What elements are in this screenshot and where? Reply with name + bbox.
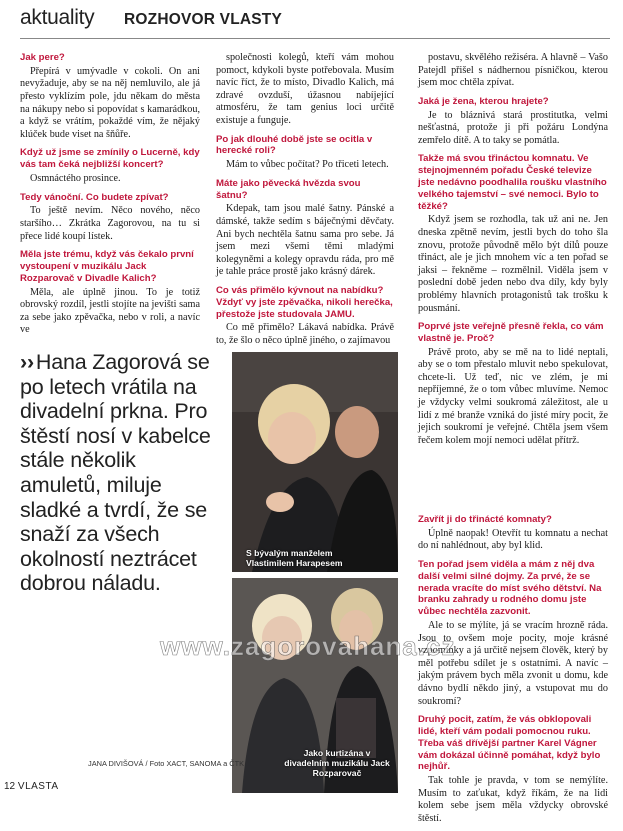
photo-with-ex-husband — [232, 352, 398, 572]
interview-question: Jak pere? — [20, 52, 65, 63]
section-title: aktuality — [20, 6, 95, 29]
article-column-2 — [216, 52, 394, 353]
photo-illustration — [232, 352, 398, 572]
interview-answer: Co mě přimělo? Lákavá nabídka. Právě to, že šlo o něco úplně jiného, o zajímavou — [216, 322, 394, 346]
magazine-name: VLASTA — [17, 781, 59, 792]
photo-caption: Jako kurtizána v divadelním muzikálu Jack Rozparovač — [284, 748, 390, 778]
interview-answer: Měla, ale úplně jinou. To je totiž obrovský rozdíl, jestli stojíte na jevišti sama za sebe jako zpěvačka, nebo v roli, a navíc ve — [20, 286, 200, 336]
author-credit: JANA DIVIŠOVÁ / Foto XACT, SANOMA a ČTK — [88, 759, 245, 768]
interview-answer: Právě proto, aby se mě na to lidé neptali, aby se o tom přestalo mluvit nebo spekulovat, chcete-li. Už teď, nic ve zlém, je mi nepříjemné, že o tom vůbec mluvíme. Nemoc je vždycky velmi soukromá záležitost, ale u lidí z mé branže vzniká do jisté míry pocit, že jejich soukromí je veřejné. Chtěla jsem všem řečem kolem mojí nemoci udělat přítrž. — [418, 346, 608, 446]
interview-question: Ten pořad jsem viděla a mám z něj dva další velmi silné dojmy. Za prvé, že se nerada vracíte do míst svého dětství. Na branku zahrady u rodného domu jste vůbec nechtěla zazvonit. — [418, 558, 602, 618]
page-number: 12 — [4, 781, 16, 792]
interview-question: Máte jako pěvecká hvězda svou šatnu? — [216, 177, 361, 201]
article-column-3-continued — [418, 514, 608, 831]
interview-answer: Přepírá v umývadle v cokoli. On ani nevyžaduje, aby se na něj nemluvilo, ale já přesto vyklízím pole, jdu někam do města na nákupy nebo si popovídat s kamarádkou, a když se vrátím, pokaždé vím, že nějaký klúček bude viset na šňůře. — [20, 65, 200, 140]
page-header — [0, 6, 623, 40]
interview-question: Měla jste trému, když vás čekalo první vystoupení v muzikálu Jack Rozparovač v Divadle Kalich? — [20, 249, 194, 284]
interview-answer: Kdepak, tam jsou malé šatny. Pánské a dámské, takže sedím s báječnými děvčaty. Ani bych nechtěla šatnu sama pro sebe. Já jsem mezi všemi těmi mladými kolegyněmi a kolegy opravdu ráda, pro mě je tahle práce prostě jako krásný dárek. — [216, 203, 394, 278]
interview-answer: Osmnáctého prosince. — [30, 172, 121, 184]
interview-question: Když už jsme se zmínily o Lucerně, kdy vás tam čeká nejbližší koncert? — [20, 147, 200, 171]
photo-as-courtesan — [232, 578, 398, 793]
interview-answer: Je to bláznivá stará prostitutka, velmi nešťastná, protože ji při požáru Londýna zemřelo dítě. A to taky se pomátla. — [418, 109, 608, 146]
pull-quote — [20, 350, 220, 596]
article-column-1 — [20, 52, 200, 343]
interview-answer: To ještě nevím. Něco nového, něco staršího… Zkrátka Zagorovou, na tu si přece lidé koupí lístek. — [20, 205, 200, 242]
interview-question: Poprvé jste veřejně přesně řekla, co vám vlastně je. Proč? — [418, 321, 604, 344]
section-subtitle: ROZHOVOR VLASTY — [124, 11, 283, 28]
photo-caption: S bývalým manželem Vlastimilem Harapesem — [246, 548, 343, 568]
page-folio — [4, 781, 59, 792]
interview-question: Zavřít ji do třinácté komnaty? — [418, 514, 552, 525]
pull-quote-text: Hana Zagorová se po letech vrátila na divadelní prkna. Pro štěstí nosí v kabelce stále několik amuletů, miluje sladké a tvrdí, že se snaží za všech okolností neztrácet dobrou náladu. — [20, 350, 211, 596]
watermark: www.zagorovahana.cz — [160, 631, 456, 661]
quote-arrow-icon: ›› — [20, 350, 34, 374]
interview-answer: Když jsem se rozhodla, tak už ani ne. Jen dneska zpětně nevím, jestli bych do toho šla znovu, protože původně mělo být dílů pouze třináct, ale je jich mnohem víc a ten pořad se jaksi – řekněme – rozmělnil. Viděla jsem v poslední době jeden nebo dva díly, kdy byly problémy hlavních protagonistů tak trošku k pousmání. — [418, 214, 608, 314]
article-column-3 — [418, 52, 608, 453]
interview-question: Takže má svou třináctou komnatu. Ve stejnojmenném pořadu České televize jste nedávno poodhalila roušku vlastního velkého tajemství – své nemoci. Bylo to těžké? — [418, 153, 607, 212]
interview-answer: postavu, skvělého režiséra. A hlavně – Vašo Patejdl přišel s nádhernou písničkou, kterou jsem moc chtěla zpívat. — [418, 52, 608, 89]
interview-answer: Tak tohle je pravda, v tom se nemýlíte. Musím to zaťukat, když říkám, že na lidi kolem sebe jsem měla vždycky obrovské štěstí. — [418, 775, 608, 824]
interview-answer: společnosti kolegů, kteří vám mohou pomoct, kdykoli byste potřebovala. Musím navíc říct, že to místo, Divadlo Kalich, má zdravé ovzduší, úžasnou nabíjející atmosféru, že tam genius loci určitě existuje a funguje. — [216, 52, 394, 126]
interview-question: Co vás přimělo kývnout na nabídku? Vždyť vy jste zpěvačka, nikoli herečka, přestože jste studovala JAMU. — [216, 284, 393, 320]
interview-answer: Úplně naopak! Otevřít tu komnatu a nechat do ní nahlédnout, aby byl klid. — [418, 527, 608, 552]
interview-question: Tedy vánoční. Co budete zpívat? — [20, 191, 169, 203]
header-rule — [20, 38, 610, 39]
interview-question: Druhý pocit, zatím, že vás obklopovali lidé, kteří vám podali pomocnou ruku. Třeba váš dřívější partner Karel Vágner vám dokázal účinně pomáhat, když bylo nejhůř. — [418, 714, 601, 773]
interview-answer: Ale to se mýlíte, já se vracím hrozně ráda. Jsou to ovšem moje pocity, moje krásné vzpomínky a já určitě nejsem člověk, který by měl potřebu sdílet je s ostatními. A navíc – jakým právem bych měla zvonit u domu, kde dávno bydlí někdo jiný, a vstupovat mu do soukromí? — [418, 619, 608, 707]
interview-question: Po jak dlouhé době jste se ocitla v herecké roli? — [216, 133, 373, 157]
interview-answer: Mám to vůbec počítat? Po třiceti letech. — [226, 159, 389, 171]
interview-question: Jaká je žena, kterou hrajete? — [418, 95, 549, 107]
